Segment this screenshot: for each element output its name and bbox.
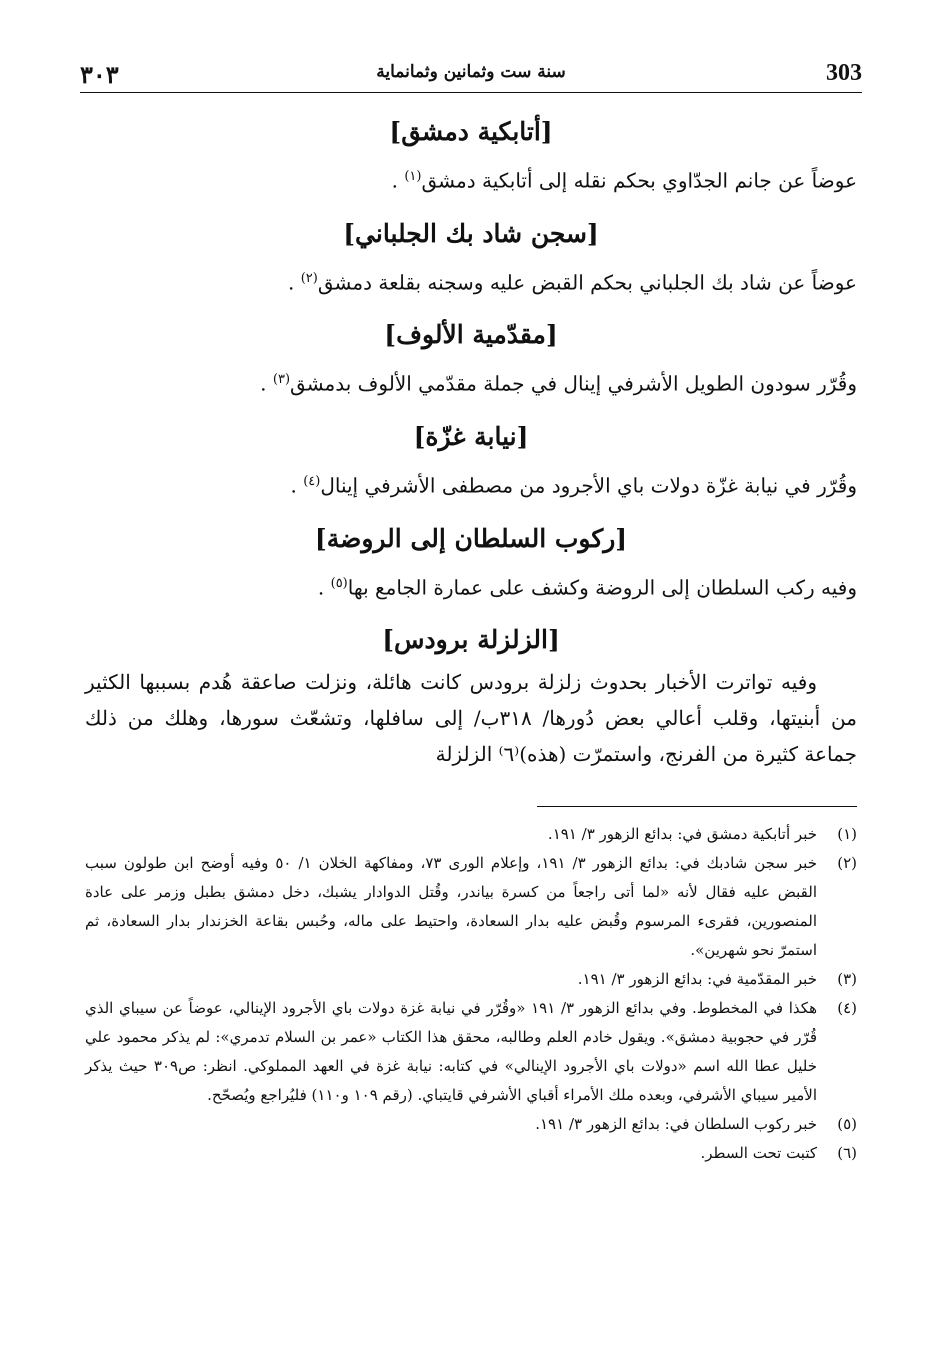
footnote-reference: (١) bbox=[404, 169, 422, 184]
header-divider bbox=[80, 92, 862, 93]
section-text-body: وقُرّر في نيابة غزّة دولات باي الأجرود من مصطفى الأشرفي إينال bbox=[320, 473, 857, 498]
footnote bbox=[85, 1110, 857, 1139]
main-text bbox=[85, 110, 857, 772]
section-heading: [نيابة غزّة] bbox=[413, 421, 529, 451]
section-text bbox=[85, 154, 857, 204]
section-heading: [مقدّمية الألوف] bbox=[384, 320, 558, 350]
section-text-body: عوضاً عن شاد بك الجلباني بحكم القبض عليه وسجنه بقلعة دمشق bbox=[317, 270, 857, 295]
running-title: سنة ست وثمانين وثمانماية bbox=[376, 62, 566, 82]
footnote bbox=[85, 1139, 857, 1168]
footnote bbox=[85, 994, 857, 1110]
section-text-end: . bbox=[391, 168, 405, 193]
footnote bbox=[85, 965, 857, 994]
section-heading: [أتابكية دمشق] bbox=[389, 117, 553, 146]
footnote-number: (٦) bbox=[837, 1144, 857, 1162]
section-heading: [الزلزلة برودس] bbox=[382, 625, 560, 655]
page-number-latin: 303 bbox=[826, 60, 862, 86]
section-text-end: . bbox=[260, 371, 273, 396]
footnote-text: خبر ركوب السلطان في: بدائع الزهور ٣/ ١٩١. bbox=[535, 1115, 817, 1133]
running-header bbox=[80, 60, 862, 96]
footnote-reference: (٤) bbox=[303, 473, 321, 489]
section-text-end: . bbox=[317, 575, 331, 600]
section-text-body: عوضاً عن جانم الجدّاوي بحكم نقله إلى أتابكية دمشق bbox=[421, 168, 857, 193]
footnote-number: (١) bbox=[837, 825, 857, 843]
footnote-reference: (٥) bbox=[330, 575, 348, 591]
footnote-number: (٣) bbox=[837, 970, 857, 988]
footnote-text: هكذا في المخطوط. وفي بدائع الزهور ٣/ ١٩١ «وقُرّر في نيابة غزة دولات باي الأجرود الإينالي، عوضاً عن سيباي الذي قُرّر في حجوبية دمشق». ويقول خادم العلم وطالبه، محقق هذا الكتاب «عمر بن السلام تدمري»: لم يذكر محمود علي خليل عطا الله اسم «دولات باي الأجرود الإينالي» في كتابه: نيابة غزة في العهد المملوكي. انظر: ص٣٠٩ حيث يذكر الأمير سيباي الأشرفي، وبعده ملك الأمراء أقباي الأشرفي قايتباي. (رقم ١٠٩ و١١٠) فليُراجع ويُصحّح. bbox=[85, 999, 818, 1104]
section-heading: [سجن شاد بك الجلباني] bbox=[343, 218, 599, 248]
footnote bbox=[85, 820, 857, 849]
section-text-end: . bbox=[287, 270, 301, 295]
footnote-text: خبر سجن شادبك في: بدائع الزهور ٣/ ١٩١، وإعلام الورى ٧٣، ومفاكهة الخلان ١/ ٥٠ وفيه أوضح ابن طولون سبب القبض عليه فقال لأنه «لما أتى راجعاً من كسرة بياندر، وقُتل الدوادار يشبك، دخل دمشق بطبل وزمر على عادة المنصورين، فقرىء المرسوم وقُبض عليه بدار السعادة، واحتيط على ماله، وحُبس بقاعة الخزندار بدار السعادة، ثم استمرّ نحو شهرين». bbox=[85, 854, 817, 959]
footnote-text: خبر المقدّمية في: بدائع الزهور ٣/ ١٩١. bbox=[577, 970, 817, 988]
footnote-text: خبر أتابكية دمشق في: بدائع الزهور ٣/ ١٩١. bbox=[547, 825, 817, 843]
footnote-divider bbox=[537, 806, 857, 807]
body-paragraph: وفيه تواترت الأخبار بحدوث زلزلة برودس كانت هائلة، ونزلت صاعقة هُدم بسببها الكثير من أبنيتها، وقلب أعالي بعض دُورها/ ٣١٨ب/ إلى سافلها، وتشعّث سورها، وهلك من ذلك جماعة كثيرة من الفرنج، واستمرّت (هذه)⁽٦⁾ الزلزلة bbox=[85, 670, 857, 767]
footnote-number: (٢) bbox=[837, 854, 857, 872]
section-text bbox=[85, 459, 857, 509]
page-number-arabic: ٣٠٣ bbox=[80, 60, 119, 89]
footnote-text: كتبت تحت السطر. bbox=[700, 1144, 817, 1162]
footnote-number: (٤) bbox=[837, 999, 857, 1017]
footnote-reference: (٣) bbox=[272, 372, 291, 388]
section-text bbox=[85, 561, 857, 611]
section-text-end: . bbox=[290, 473, 304, 498]
section-heading: [ركوب السلطان إلى الروضة] bbox=[314, 523, 628, 553]
footnote-number: (٥) bbox=[837, 1115, 857, 1133]
section-text-body: وقُرّر سودون الطويل الأشرفي إينال في جملة مقدّمي الألوف بدمشق bbox=[290, 371, 857, 396]
section-text-body: وفيه ركب السلطان إلى الروضة وكشف على عمارة الجامع بها bbox=[347, 575, 857, 600]
footnote-reference: (٢) bbox=[300, 270, 318, 286]
footnotes bbox=[85, 820, 857, 1168]
section-text bbox=[85, 357, 857, 407]
footnote bbox=[85, 849, 857, 965]
section-text bbox=[85, 256, 857, 306]
